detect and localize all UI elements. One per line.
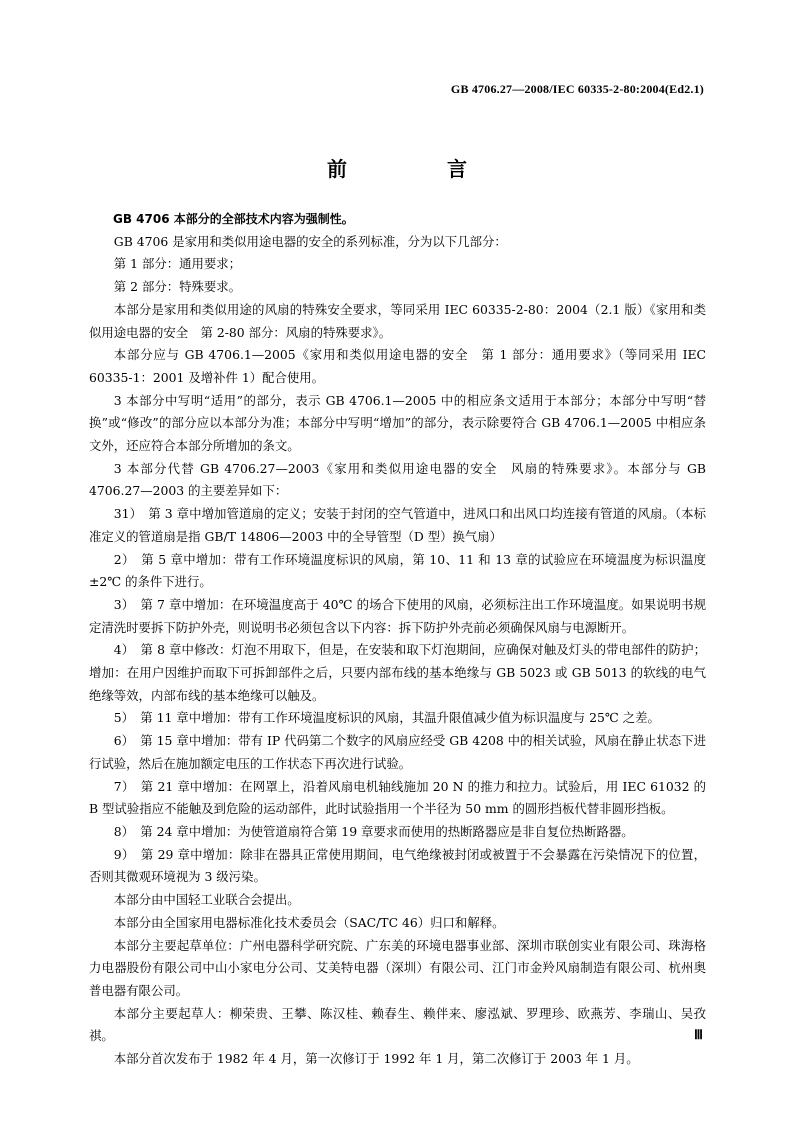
list-item: 8） 第 24 章中增加：为使管道扇符合第 19 章要求而使用的热断路器应是非自复位热断路器。 bbox=[113, 823, 634, 839]
foreword-body bbox=[89, 208, 706, 1071]
paragraph: 本部分由中国轻工业联合会提出。 bbox=[113, 892, 300, 908]
list-item: 9） 第 29 章中增加：除非在器具正常使用期间，电气绝缘被封闭或被置于不会暴露在污染情况下的位置，否则其微观环境视为 3 级污染。 bbox=[89, 846, 706, 885]
paragraph: 3 本部分代替 GB 4706.27—2003《家用和类似用途电器的安全 风扇的特殊要求》。本部分与 GB 4706.27—2003 的主要差异如下： bbox=[89, 460, 706, 499]
list-item: 4） 第 8 章中修改：灯泡不用取下，但是，在安装和取下灯泡期间，应确保对触及灯头的带电部件的防护；增加：在用户因维护而取下可拆卸部件之后，只要内部布线的基本绝缘与 GB 5023 或 GB 5013 的软线的电气绝缘等效，内部布线的基本绝缘可以触及。 bbox=[89, 642, 706, 703]
list-item: 3） 第 7 章中增加：在环境温度高于 40℃ 的场合下使用的风扇，必须标注出工作环境温度。如果说明书规定清洗时要拆下防护外壳，则说明书必须包含以下内容：拆下防护外壳前必须确保风扇与电源断开。 bbox=[89, 596, 706, 635]
list-item: 5） 第 11 章中增加：带有工作环境温度标识的风扇，其温升限值减少值为标识温度与 25℃ 之差。 bbox=[113, 710, 660, 726]
list-item: 2） 第 5 章中增加：带有工作环境温度标识的风扇，第 10、11 和 13 章的试验应在环境温度为标识温度±2℃ 的条件下进行。 bbox=[89, 551, 706, 590]
paragraph: 第 2 部分：特殊要求。 bbox=[113, 279, 242, 295]
paragraph: 本部分主要起草人：柳荣贵、王攀、陈汉桂、赖春生、赖伴来、廖泓斌、罗理珍、欧燕芳、李瑞山、吴孜祺。 bbox=[89, 1005, 706, 1044]
page-title: 前 言 bbox=[327, 157, 507, 181]
list-item: 31） 第 3 章中增加管道扇的定义；安装于封闭的空气管道中，进风口和出风口均连接有管道的风扇。（本标准定义的管道扇是指 GB/T 14806—2003 中的全导管型（D 型）换气扇） bbox=[89, 506, 706, 544]
paragraph: 本部分主要起草单位：广州电器科学研究院、广东美的环境电器事业部、深圳市联创实业有限公司、珠海格力电器股份有限公司中山小家电分公司、艾美特电器（深圳）有限公司、江门市金羚风扇制造有限公司、杭州奥普电器有限公司。 bbox=[89, 937, 706, 998]
list-item: 7） 第 21 章中增加：在网罩上，沿着风扇电机轴线施加 20 N 的推力和拉力。试验后，用 IEC 61032 的 B 型试验指应不能触及到危险的运动部件，此时试验指用一个半径为 50 mm 的圆形挡板代替非圆形挡板。 bbox=[89, 778, 706, 817]
paragraph: 3 本部分中写明“适用”的部分，表示 GB 4706.1—2005 中的相应条文适用于本部分；本部分中写明“替换”或“修改”的部分应以本部分为准；本部分中写明“增加”的部分，表示除要符合 GB 4706.1—2005 中相应条文外，还应符合本部分所增加的条文。 bbox=[89, 392, 706, 454]
standard-code: GB 4706.27—2008/IEC 60335-2-80:2004(Ed2.1) bbox=[450, 82, 704, 96]
paragraph: 本部分首次发布于 1982 年 4 月，第一次修订于 1992 年 1 月，第二次修订于 2003 年 1 月。 bbox=[113, 1051, 639, 1067]
paragraph: GB 4706 是家用和类似用途电器的安全的系列标准，分为以下几部分： bbox=[113, 233, 507, 249]
paragraph: 本部分应与 GB 4706.1—2005《家用和类似用途电器的安全 第 1 部分：通用要求》（等同采用 IEC 60335-1：2001 及增补件 1）配合使用。 bbox=[89, 347, 706, 385]
mandatory-statement: GB 4706 本部分的全部技术内容为强制性。 bbox=[113, 212, 354, 226]
paragraph: 第 1 部分：通用要求； bbox=[113, 256, 242, 272]
paragraph: 本部分是家用和类似用途的风扇的特殊安全要求，等同采用 IEC 60335-2-80：2004（2.1 版）《家用和类似用途电器的安全 第 2-80 部分：风扇的特殊要求》。 bbox=[89, 301, 706, 340]
page-number: Ⅲ bbox=[694, 1027, 703, 1042]
list-item: 6） 第 15 章中增加：带有 IP 代码第二个数字的风扇应经受 GB 4208 中的相关试验，风扇在静止状态下进行试验，然后在施加额定电压的工作状态下再次进行试验。 bbox=[89, 733, 706, 771]
paragraph: 本部分由全国家用电器标准化技术委员会（SAC/TC 46）归口和解释。 bbox=[113, 914, 505, 930]
